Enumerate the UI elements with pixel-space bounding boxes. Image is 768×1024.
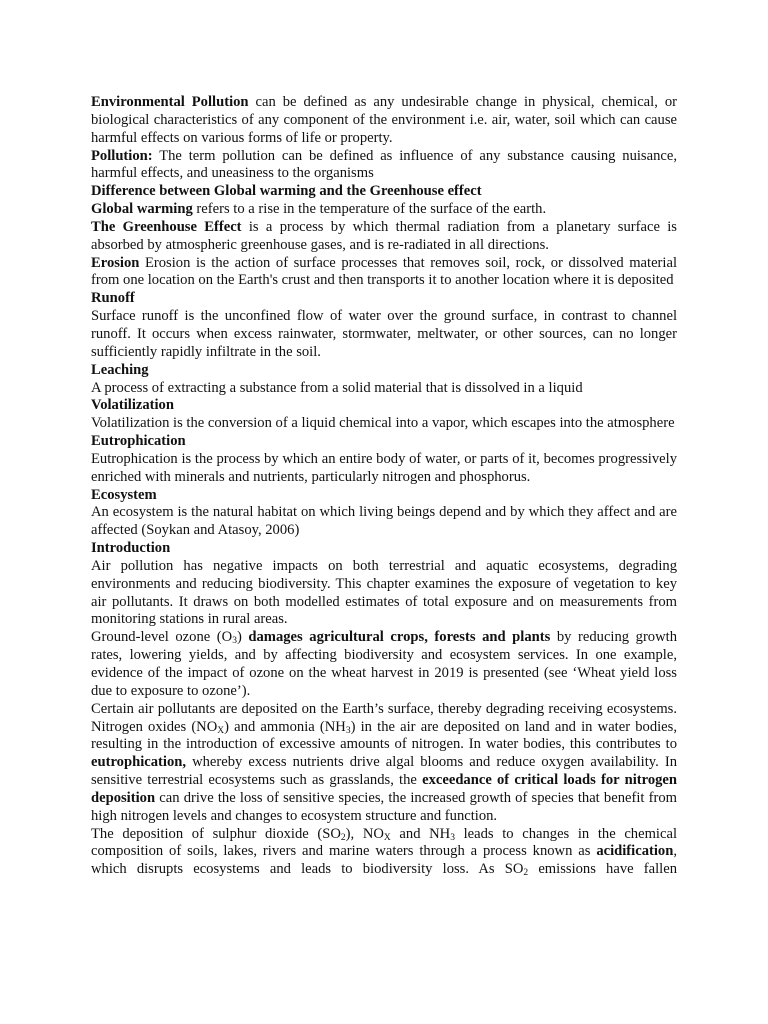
p4-text-e: , which disrupts ecosystems and leads to biodiversity loss. As SO <box>91 843 677 878</box>
p3-text-b: ) and ammonia (NH <box>224 718 346 735</box>
pollution-definition <box>91 148 677 184</box>
p3-text-c: ) in the air are deposited on land and in water bodies, resulting in the introduction of excessive amounts of nitrogen. In water bodies, this contributes to <box>91 718 677 753</box>
env-pollution-definition <box>91 94 677 148</box>
eutrophication-text: Eutrophication is the process by which an entire body of water, or parts of it, becomes progressively enriched with minerals and nutrients, particularly nitrogen and phosphorus. <box>91 450 677 485</box>
global-warming-term: Global warming <box>91 201 193 218</box>
volatilization-text: Volatilization is the conversion of a liquid chemical into a vapor, which escapes into the atmosphere <box>91 415 675 432</box>
p2-text-c: by reducing growth rates, lowering yields, and by affecting biodiversity and ecosystem services. In one example, evidence of the impact of ozone on the wheat harvest in 2019 is presented (see ‘Wheat yield loss due to exposure to ozone’). <box>91 629 677 699</box>
eutrophication-heading: Eutrophication <box>91 433 186 450</box>
p3-bold-1: eutrophication, <box>91 754 187 771</box>
difference-heading: Difference between Global warming and the Greenhouse effect <box>91 183 482 200</box>
p4-text-b: ), NO <box>345 825 384 842</box>
ecosystem-heading: Ecosystem <box>91 486 157 503</box>
p2-text-b: ) <box>236 629 249 646</box>
p3-subscript-1: X <box>217 725 225 736</box>
global-warming-text: refers to a rise in the temperature of the surface of the earth. <box>192 201 547 218</box>
p2-subscript: 3 <box>232 636 237 647</box>
pollution-term: Pollution: <box>91 147 153 164</box>
leaching-heading: Leaching <box>91 361 149 378</box>
erosion-definition <box>91 255 677 291</box>
intro-paragraph-2 <box>91 629 677 700</box>
intro-paragraph-1: Air pollution has negative impacts on both terrestrial and aquatic ecosystems, degrading environments and reducing biodiversity. This chapter examines the exposure of vegetation to key air pollutants. It draws on both modelled estimates of total exposure and on measurements from monitoring stations in rural areas. <box>91 557 677 628</box>
p4-text-d: leads to changes in the chemical composition of soils, lakes, rivers and marine waters through a process known as <box>91 825 677 860</box>
p4-text-a: The deposition of sulphur dioxide (SO <box>91 825 341 842</box>
p3-text-e: can drive the loss of sensitive species, the increased growth of species that benefit from high nitrogen levels and changes to ecosystem structure and function. <box>91 789 677 824</box>
intro-paragraph-4 <box>91 826 677 880</box>
erosion-text: Erosion is the action of surface processes that removes soil, rock, or dissolved material from one location on the Earth's crust and then transports it to another location where it is deposited <box>91 254 677 289</box>
p4-subscript-2: X <box>383 832 391 843</box>
env-pollution-term: Environmental Pollution <box>91 94 249 110</box>
introduction-heading: Introduction <box>91 540 171 557</box>
runoff-text: Surface runoff is the unconfined flow of water over the ground surface, in contrast to channel runoff. It occurs when excess rainwater, stormwater, meltwater, or other sources, can no longer sufficiently rapidly infiltrate in the soil. <box>91 308 677 360</box>
ecosystem-text: An ecosystem is the natural habitat on which living beings depend and by which they affect and are affected (Soykan and Atasoy, 2006) <box>91 504 677 539</box>
greenhouse-term: The Greenhouse Effect <box>91 218 242 235</box>
p4-text-f: emissions have fallen <box>528 861 677 878</box>
p2-text-a: Ground-level ozone (O <box>91 629 233 646</box>
p3-text-a: Certain air pollutants are deposited on the Earth’s surface, thereby degrading receiving ecosystems. Nitrogen oxides (NO <box>91 700 677 735</box>
volatilization-heading: Volatilization <box>91 397 174 414</box>
erosion-term: Erosion <box>91 254 140 271</box>
global-warming-definition <box>91 201 677 219</box>
p4-subscript-1: 2 <box>340 832 346 843</box>
leaching-text: A process of extracting a substance from a solid material that is dissolved in a liquid <box>91 379 583 396</box>
env-pollution-text: can be defined as any undesirable change in physical, chemical, or biological characteristics of any component of the environment i.e. air, water, soil which can cause harmful effects on various forms of life or property. <box>91 94 677 146</box>
p4-subscript-4: 2 <box>523 868 529 879</box>
document-page <box>91 94 677 879</box>
pollution-text: The term pollution can be defined as influence of any substance causing nuisance, harmful effects, and uneasiness to the organisms <box>91 147 677 182</box>
p4-bold: acidification <box>596 843 674 860</box>
intro-paragraph-3 <box>91 701 677 826</box>
p2-bold: damages agricultural crops, forests and plants <box>248 629 551 646</box>
greenhouse-text: is a process by which thermal radiation from a planetary surface is absorbed by atmospheric greenhouse gases, and is re-radiated in all directions. <box>91 218 677 253</box>
greenhouse-definition <box>91 219 677 255</box>
p4-subscript-3: 3 <box>450 832 455 843</box>
p3-subscript-2: 3 <box>345 725 351 736</box>
p4-text-c: and NH <box>390 825 451 842</box>
runoff-heading: Runoff <box>91 290 135 307</box>
p3-bold-2: exceedance of critical loads for nitrogen deposition <box>91 772 678 806</box>
p3-text-d: whereby excess nutrients drive algal blooms and reduce oxygen availability. In sensitive terrestrial ecosystems such as grasslands, the <box>91 754 677 789</box>
